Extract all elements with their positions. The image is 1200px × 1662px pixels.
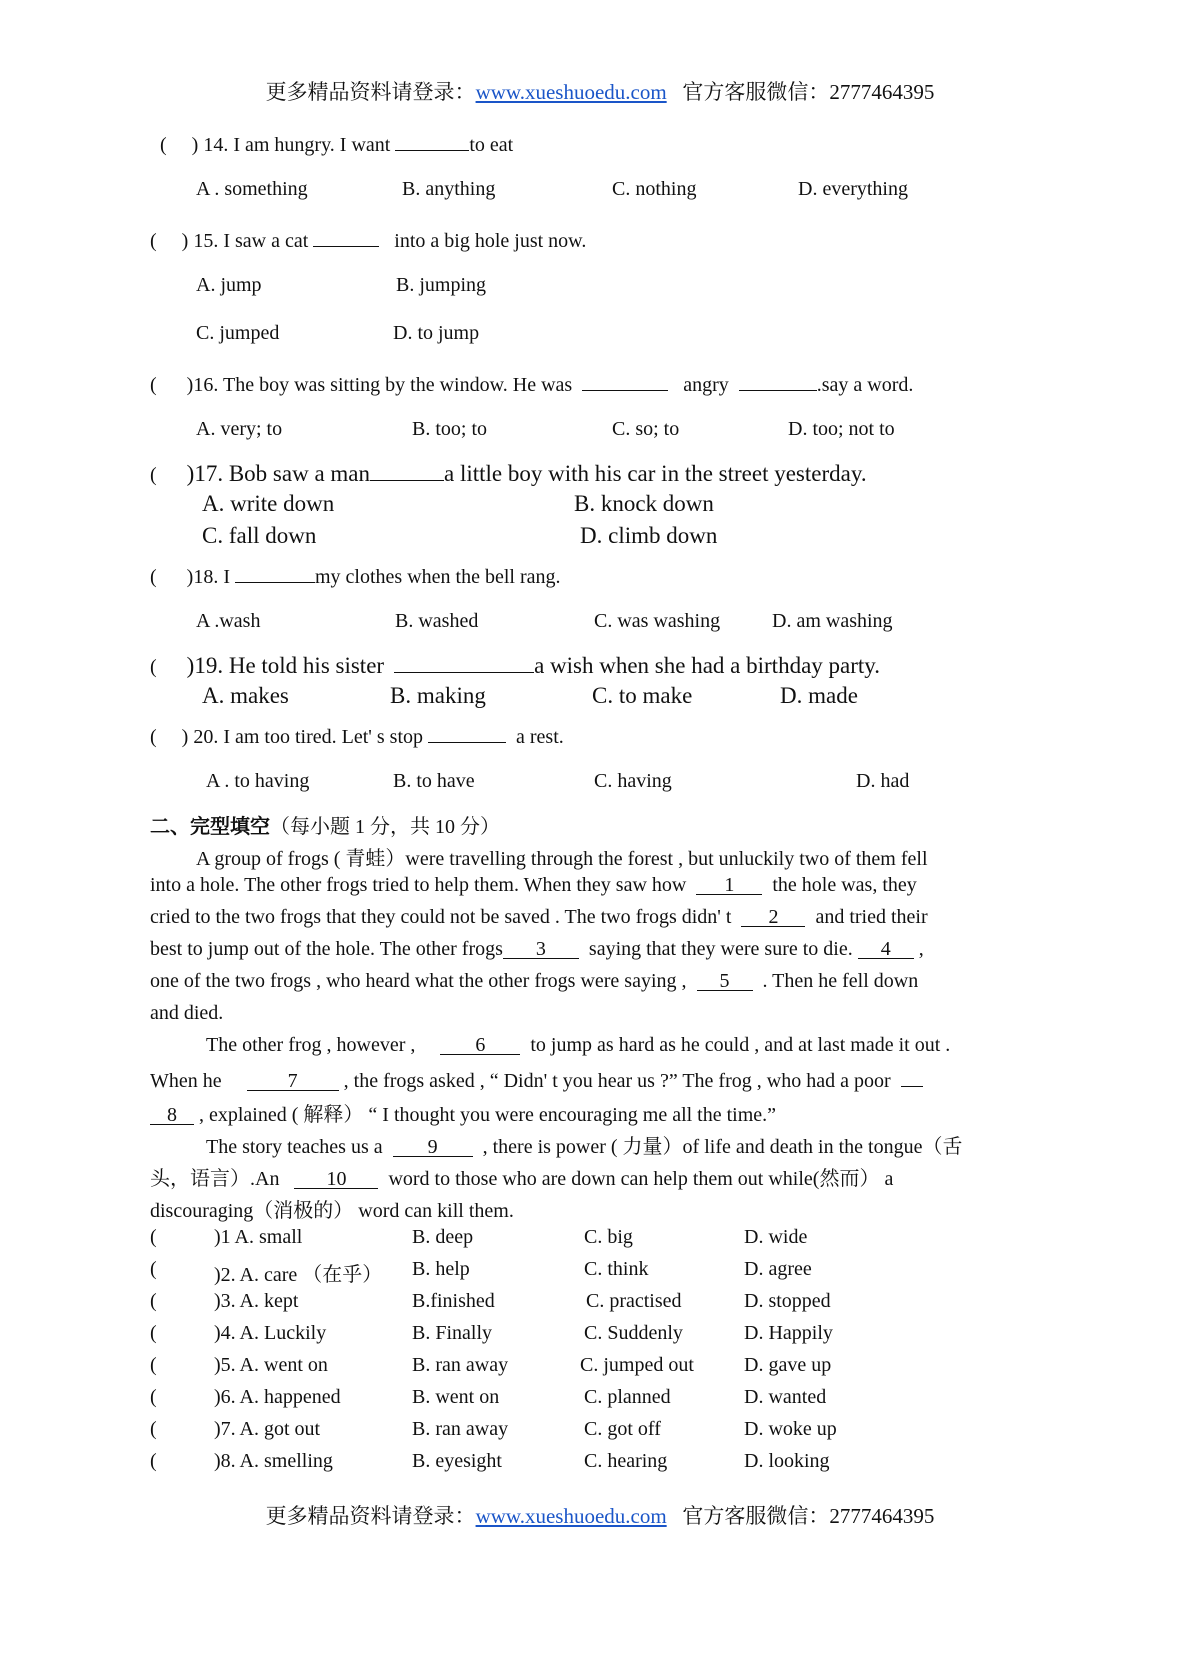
header-wechat: 官方客服微信：2777464395 <box>682 80 935 104</box>
cloze-1-option-a: )1 A. small <box>214 1226 303 1248</box>
cloze-blank-8-start <box>901 1066 923 1087</box>
cloze-8-option-d: D. looking <box>744 1450 830 1472</box>
cloze-paren[interactable]: ( <box>150 1354 157 1376</box>
passage-line-5: one of the two frogs , who heard what the other frogs were saying , 5 . Then he fell down <box>150 970 919 992</box>
question-text-after: into a big hole just now. <box>394 230 587 252</box>
cloze-paren[interactable]: ( <box>150 1450 157 1472</box>
cloze-blank-9: 9 <box>393 1136 473 1157</box>
cloze-8-option-c: C. hearing <box>584 1450 668 1472</box>
answer-blank <box>313 226 379 247</box>
answer-paren[interactable]: ( <box>150 374 157 396</box>
answer-paren[interactable]: ( <box>150 726 157 748</box>
header-site-link[interactable]: www.xueshuoedu.com <box>475 1504 667 1528</box>
cloze-4-option-d: D. Happily <box>744 1322 833 1344</box>
cloze-3-option-d: D. stopped <box>744 1290 831 1312</box>
passage-line-8: When he 7 , the frogs asked , “ Didn' t you hear us ?” The frog , who had a poor <box>150 1066 923 1093</box>
question-text-after: a little boy with his car in the street yesterday. <box>444 461 867 486</box>
question-text-after: a rest. <box>516 726 564 748</box>
cloze-blank-7: 7 <box>247 1070 339 1091</box>
cloze-5-option-b: B. ran away <box>412 1354 509 1376</box>
question-text-after: to eat <box>469 134 514 156</box>
q14-option-c: C. nothing <box>612 178 697 200</box>
q17-option-c: C. fall down <box>202 523 317 548</box>
cloze-3-option-a: )3. A. kept <box>214 1290 299 1312</box>
header-site-link[interactable]: www.xueshuoedu.com <box>475 80 667 104</box>
cloze-8-option-b: B. eyesight <box>412 1450 502 1472</box>
section-2-heading <box>150 810 500 839</box>
q19-option-d: D. made <box>780 683 858 708</box>
answer-blank <box>394 652 534 673</box>
q19-option-c: C. to make <box>592 683 693 708</box>
cloze-7-option-d: D. woke up <box>744 1418 837 1440</box>
question-text: )18. I <box>186 566 230 588</box>
cloze-7-option-a: )7. A. got out <box>214 1418 321 1440</box>
q18-option-b: B. washed <box>395 610 479 632</box>
header-prefix: 更多精品资料请登录： <box>265 1504 476 1528</box>
passage-line-12: discouraging（消极的） word can kill them. <box>150 1200 514 1222</box>
question-text: ) 14. I am hungry. I want <box>191 134 391 156</box>
answer-paren[interactable]: ( <box>160 134 167 156</box>
answer-blank <box>428 722 506 743</box>
cloze-2-option-b: B. help <box>412 1258 470 1280</box>
cloze-4-option-b: B. Finally <box>412 1322 493 1344</box>
cloze-6-option-c: C. planned <box>584 1386 671 1408</box>
cloze-3-option-c: C. practised <box>586 1290 682 1312</box>
section-title: 二、完型填空 <box>150 816 270 838</box>
q16-option-b: B. too; to <box>412 418 488 440</box>
passage-line-7: The other frog , however , 6 to jump as hard as he could , and at last made it out . <box>206 1034 951 1056</box>
q17-option-a: A. write down <box>202 491 335 516</box>
cloze-blank-3: 3 <box>503 938 579 959</box>
cloze-4-option-a: )4. A. Luckily <box>214 1322 327 1344</box>
question-text: )17. Bob saw a man <box>186 461 370 486</box>
cloze-paren[interactable]: ( <box>150 1418 157 1440</box>
question-text: ) 20. I am too tired. Let' s stop <box>181 726 424 748</box>
answer-paren[interactable]: ( <box>150 230 157 252</box>
cloze-blank-2: 2 <box>741 906 805 927</box>
answer-paren[interactable]: ( <box>150 464 157 486</box>
q14-option-a: A . something <box>196 178 308 200</box>
q14-option-b: B. anything <box>402 178 496 200</box>
cloze-6-option-d: D. wanted <box>744 1386 827 1408</box>
q18-option-d: D. am washing <box>772 610 893 632</box>
question-18 <box>150 562 561 589</box>
answer-blank <box>235 562 315 583</box>
q16-option-d: D. too; not to <box>788 418 895 440</box>
q20-option-d: D. had <box>856 770 910 792</box>
q17-option-d: D. climb down <box>580 523 718 548</box>
q15-option-a: A. jump <box>196 274 262 296</box>
cloze-blank-4: 4 <box>858 938 914 959</box>
question-19 <box>150 652 880 679</box>
answer-blank <box>582 370 668 391</box>
header-prefix: 更多精品资料请登录： <box>265 80 476 104</box>
q18-option-a: A .wash <box>196 610 261 632</box>
cloze-3-option-b: B.finished <box>412 1290 495 1312</box>
page-header-top <box>0 76 1200 106</box>
question-text: )16. The boy was sitting by the window. He was <box>186 374 573 396</box>
q20-option-b: B. to have <box>393 770 475 792</box>
cloze-1-option-b: B. deep <box>412 1226 474 1248</box>
section-note: （每小题 1 分，共 10 分） <box>270 816 500 838</box>
cloze-blank-5: 5 <box>697 970 753 991</box>
passage-line-3: cried to the two frogs that they could not be saved . The two frogs didn' t 2 and tried their <box>150 906 928 928</box>
passage-line-6: and died. <box>150 1002 224 1024</box>
passage-line-2: into a hole. The other frogs tried to help them. When they saw how 1 the hole was, they <box>150 874 917 896</box>
cloze-4-option-c: C. Suddenly <box>584 1322 683 1344</box>
passage-line-9: 8 , explained ( 解释） “ I thought you were encouraging me all the time.” <box>150 1098 776 1127</box>
cloze-7-option-c: C. got off <box>584 1418 661 1440</box>
cloze-5-option-d: D. gave up <box>744 1354 832 1376</box>
cloze-paren[interactable]: ( <box>150 1258 157 1280</box>
cloze-1-option-d: D. wide <box>744 1226 808 1248</box>
cloze-blank-8: 8 <box>150 1104 194 1125</box>
cloze-5-option-a: )5. A. went on <box>214 1354 328 1376</box>
answer-paren[interactable]: ( <box>150 656 157 678</box>
page-header-bottom <box>0 1500 1200 1530</box>
question-20 <box>150 722 564 749</box>
cloze-6-option-a: )6. A. happened <box>214 1386 341 1408</box>
q15-option-c: C. jumped <box>196 322 280 344</box>
cloze-2-option-c: C. think <box>584 1258 649 1280</box>
answer-paren[interactable]: ( <box>150 566 157 588</box>
q18-option-c: C. was washing <box>594 610 721 632</box>
answer-blank <box>370 460 444 481</box>
cloze-8-option-a: )8. A. smelling <box>214 1450 333 1472</box>
cloze-5-option-c: C. jumped out <box>580 1354 694 1376</box>
cloze-1-option-c: C. big <box>584 1226 633 1248</box>
question-text-after: my clothes when the bell rang. <box>315 566 561 588</box>
q19-option-a: A. makes <box>202 683 289 708</box>
cloze-blank-6: 6 <box>440 1034 520 1055</box>
q20-option-c: C. having <box>594 770 672 792</box>
cloze-2-option-a: )2. A. care （在乎） <box>214 1264 383 1286</box>
question-15 <box>150 226 586 253</box>
question-text: )19. He told his sister <box>186 653 385 678</box>
cloze-paren[interactable]: ( <box>150 1386 157 1408</box>
cloze-2-option-d: D. agree <box>744 1258 812 1280</box>
q15-option-d: D. to jump <box>393 322 480 344</box>
cloze-6-option-b: B. went on <box>412 1386 500 1408</box>
answer-blank <box>395 130 469 151</box>
cloze-paren[interactable]: ( <box>150 1226 157 1248</box>
q16-option-c: C. so; to <box>612 418 680 440</box>
cloze-7-option-b: B. ran away <box>412 1418 509 1440</box>
question-text: ) 15. I saw a cat <box>181 230 309 252</box>
q19-option-b: B. making <box>390 683 486 708</box>
passage-line-11: 头，语言）.An 10 word to those who are down can help them out while(然而） a <box>150 1168 894 1190</box>
header-wechat: 官方客服微信：2777464395 <box>682 1504 935 1528</box>
question-16 <box>150 370 913 397</box>
passage-line-4: best to jump out of the hole. The other frogs 3 saying that they were sure to die. 4 , <box>150 938 924 960</box>
question-text-mid: angry <box>683 374 729 396</box>
question-text-after: a wish when she had a birthday party. <box>534 653 881 678</box>
cloze-blank-1: 1 <box>696 874 762 895</box>
q20-option-a: A . to having <box>206 770 310 792</box>
question-14 <box>160 130 513 157</box>
answer-blank-2 <box>739 370 817 391</box>
q15-option-b: B. jumping <box>396 274 487 296</box>
cloze-paren[interactable]: ( <box>150 1322 157 1344</box>
q16-option-a: A. very; to <box>196 418 283 440</box>
passage-line-1: A group of frogs ( 青蛙）were travelling through the forest , but unluckily two of them fell <box>196 848 928 870</box>
q14-option-d: D. everything <box>798 178 908 200</box>
question-17 <box>150 460 867 487</box>
cloze-paren[interactable]: ( <box>150 1290 157 1312</box>
q17-option-b: B. knock down <box>574 491 714 516</box>
passage-line-10: The story teaches us a 9 , there is power ( 力量）of life and death in the tongue（舌 <box>206 1136 963 1158</box>
question-text-after: .say a word. <box>816 374 914 396</box>
cloze-blank-10: 10 <box>294 1168 378 1189</box>
